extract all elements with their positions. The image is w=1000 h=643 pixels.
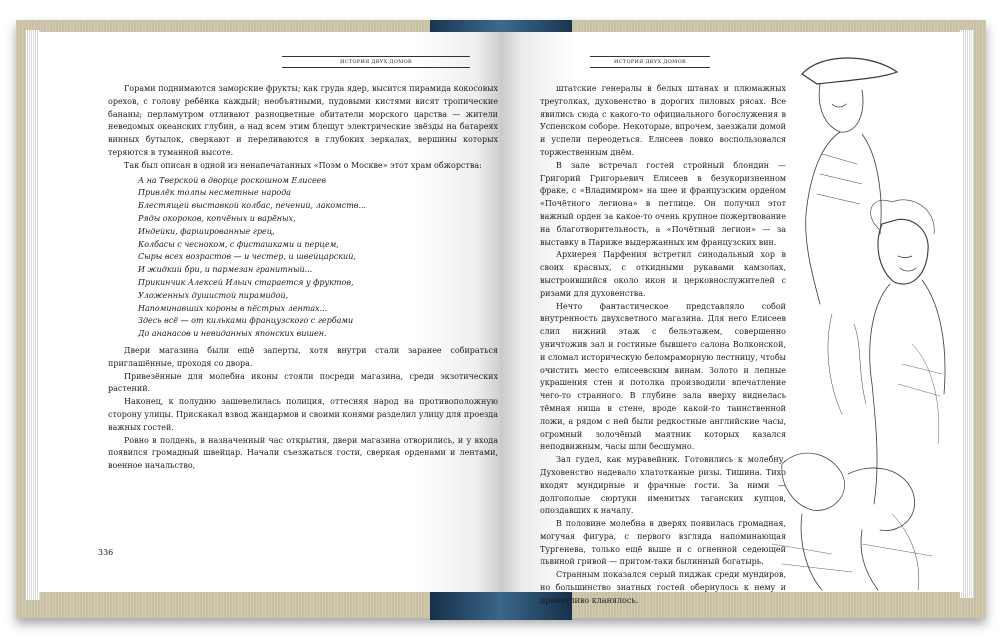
verse-line: Прикинчик Алексей Ильич старается у фруктов, (138, 277, 354, 287)
paragraph: Зал гудел, как муравейник. Готовились к молебну. Духовенство надевало хлатотканые ризы. Тишина. Тихо входят мундирные и фрачные гости. За ними — долгополые сюртуки именитых таганских купцов, опоздавших к началу. (540, 455, 786, 516)
poem-verse (138, 175, 498, 341)
paragraph: Архиерея Парфения встретил синодальный хор в своих красных, с откидными рукавами камзолах, выстроившийся около икон и церковнослужителей с ризами для духовенства. (540, 250, 786, 298)
verse-line: Напоминавших короны в пёстрых лентах... (138, 303, 328, 313)
verse-line: И жидкий бри, и пармезан гранитный... (138, 265, 313, 275)
paragraph: штатские генералы в белых штанах и плюмажных треуголках, духовенство в дорогих лиловых рясах. Все явились сюда с какого-то официального богослужения в Успенском соборе. Некоторые, впрочем, заезжали домой и успели переодеться. Елисеев ловко воспользовался торжественным днём. (540, 84, 786, 157)
paragraph: Наконец, к полудню зашевелилась полиция, оттесняя народ на противоположную сторону улицы. Прискакал взвод жандармов и своими конями разделил улицу для проезда важных гостей. (108, 397, 498, 432)
paragraph: Так был описан в одной из ненапечатанных «Поэм о Москве» этот храм обжорства: (124, 160, 482, 170)
verse-line: Блестящей выставкой колбас, печений, лакомств... (138, 201, 367, 211)
left-page (38, 32, 500, 592)
paragraph: Привезённые для молебна иконы стояли посреди магазина, среди экзотических растений. (108, 371, 498, 394)
paragraph: Нечто фантастическое представляло собой внутренность двухсветного магазина. Для него Елисеев слил нижний этаж с бельэтажем, совершенно уничтожив зал и гостиные бывшего салона Волконской, и сломал историческую беломраморную лестницу, чтобы очистить место елисеевским винам. Золото и лепные украшения стен и потолка производили впечатление чего-то странного. В глубине зала вверху виднелась тёмная ниша в стене, вроде какой-то таинственной ложи, а рядом с ней были редкостные английские часы, огромный золочёный маятник которых казался неподвижным, часы шли бесшумно. (540, 301, 786, 452)
verse-line: Индейки, фаршированные грец, (138, 226, 275, 236)
paragraph: Двери магазина были ещё заперты, хотя внутри стали заранее собираться приглашённые, проходя со двора. (108, 345, 498, 368)
paragraph: Ровно в полдень, в назначенный час открытия, двери магазина отворились, и у входа появился громадный швейцар. Начали съезжаться гости, сверкая орденами и лентами, военное начальство, (108, 435, 498, 471)
verse-line: Колбасы с чесноком, с фисташками и перцем, (138, 239, 339, 249)
running-head-right-text: ИСТОРИЯ ДВУХ ДОМОВ (610, 59, 690, 65)
verse-line: Уложенных душистой пирамидой, (138, 290, 289, 300)
verse-line: А на Тверской в дворце роскошном Елисеев (138, 175, 327, 185)
verse-line: Сыры всех возрастов — и честер, и швейцарский, (138, 252, 356, 262)
paragraph: В половине молебна в дверях появилась громадная, могучая фигура, с первого взгляда напоминающая Тургенева, только ещё выше и с огненной седеющей львиной гривой — притом-таки былинный богатырь. (540, 519, 786, 567)
verse-line: Привлёк толпы несметные народа (138, 188, 292, 198)
right-page-text (540, 83, 786, 608)
paragraph: Странным показался серый пиджак среди мундиров, но большинство знатных гостей обернулось к нему и приветливо кланялось. (540, 570, 786, 605)
right-page (500, 32, 962, 605)
running-head-right (590, 56, 710, 68)
paragraph: Горами поднимаются заморские фрукты; как груда ядер, высится пирамида кокосовых орехов, с голову ребёнка каждый; необъятными, пудовыми кистями висят тропические бананы; перламутром отливают разноцветные обитатели морского царства — жители неведомых океанских глубин, а над всем этим блещут электрические звёзды на батареях винных бутылок, сверкают и переливаются в глубоких зеркалах, вершины которых теряются в туманной высоте. (108, 84, 498, 157)
running-head-left (282, 56, 470, 68)
verse-line: До ананасов и невиданных японских вишен. (138, 329, 327, 339)
verse-line: Здесь всё — от кильками французского с гербами (138, 316, 354, 326)
page-number: 336 (98, 548, 114, 557)
left-page-text (108, 83, 498, 473)
paragraph: В зале встречал гостей стройный блондин — Григорий Григорьевич Елисеев в безукоризненном фраке, с «Владимиром» на шее и французским орденом «Почётного легиона» в петлице. Он получил этот важный орден за какое-то очень крупное пожертвование на благотворительность, а «Почётный легион» — за выставку в Париже выдержанных им французских вин. (540, 160, 786, 247)
verse-line: Ряды окороков, копчёных и варёных, (138, 213, 296, 223)
running-head-left-text: ИСТОРИЯ ДВУХ ДОМОВ (336, 59, 416, 65)
right-page-edges (960, 30, 974, 598)
spine-top-binding (430, 20, 572, 32)
pencil-sketch-figures-illustration (762, 44, 962, 592)
